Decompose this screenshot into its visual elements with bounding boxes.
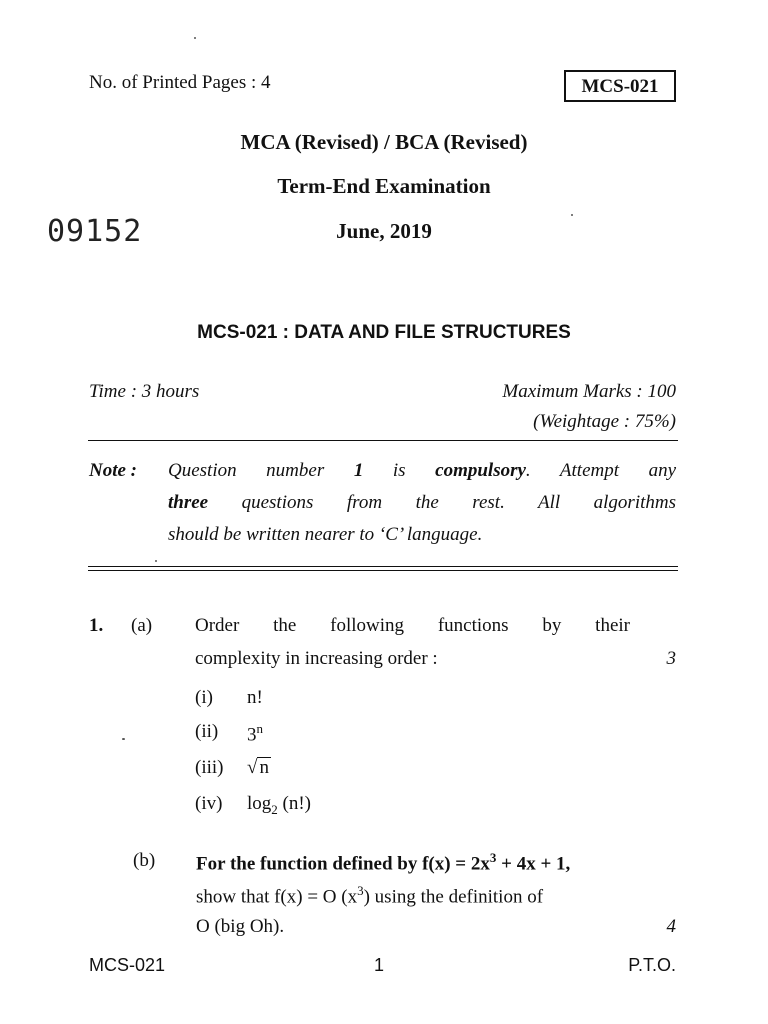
weightage: (Weightage : 75%) [533, 411, 676, 432]
maximum-marks: Maximum Marks : 100 [502, 381, 676, 402]
exam-date: June, 2019 [336, 219, 432, 243]
exam-title: Term-End Examination [277, 174, 491, 198]
question-number: 1. [89, 615, 104, 636]
square-root-symbol: √ [247, 757, 258, 778]
divider-rule [88, 566, 678, 567]
scan-speck [571, 214, 573, 216]
programme-title: MCA (Revised) / BCA (Revised) [240, 130, 528, 154]
divider-rule [88, 570, 678, 571]
course-code-box: MCS-021 [564, 70, 676, 102]
question-part-label: (a) [131, 615, 153, 636]
question-text: O (big Oh). [196, 916, 285, 937]
option-expression: 3$^n$ [247, 721, 263, 746]
option-label: (ii) [195, 721, 219, 742]
question-part-label: (b) [133, 850, 156, 871]
scan-speck [155, 560, 157, 562]
option-label: (iv) [195, 793, 223, 814]
option-expression: n! [247, 687, 263, 708]
option-expression: $\log_2 (n!)$ [247, 793, 312, 817]
course-title: MCS-021 : DATA AND FILE STRUCTURES [197, 322, 571, 343]
option-expression: √ n [247, 757, 269, 778]
question-marks: 4 [666, 916, 676, 937]
note-line: Question number 1 is compulsory. Attempt any [168, 460, 677, 481]
scan-speck [194, 37, 196, 39]
serial-number: 09152 [47, 214, 143, 249]
exam-duration: Time : 3 hours [89, 381, 200, 402]
note-line: three questions from the rest. All algorithms [168, 492, 676, 513]
footer-pto: P.T.O. [628, 955, 676, 975]
divider-rule [88, 440, 678, 441]
footer-page-number: 1 [374, 955, 385, 975]
scan-speck [122, 738, 125, 740]
printed-pages-count: No. of Printed Pages : 4 [89, 72, 271, 93]
footer-course-code: MCS-021 [89, 955, 166, 975]
question-marks: 3 [666, 648, 676, 669]
question-text: complexity in increasing order : [195, 648, 438, 669]
question-text: Order the following functions by their [195, 615, 630, 636]
option-label: (i) [195, 687, 213, 708]
note-line: should be written nearer to ‘C’ language. [168, 524, 483, 545]
option-label: (iii) [195, 757, 224, 778]
question-text: show that f(x) = O $(x^3)$ using the definition of [196, 883, 544, 908]
note-label: Note : [89, 460, 138, 481]
question-text: For the function defined by $f(x) = 2x^3 + 4x + 1$, [196, 850, 571, 875]
